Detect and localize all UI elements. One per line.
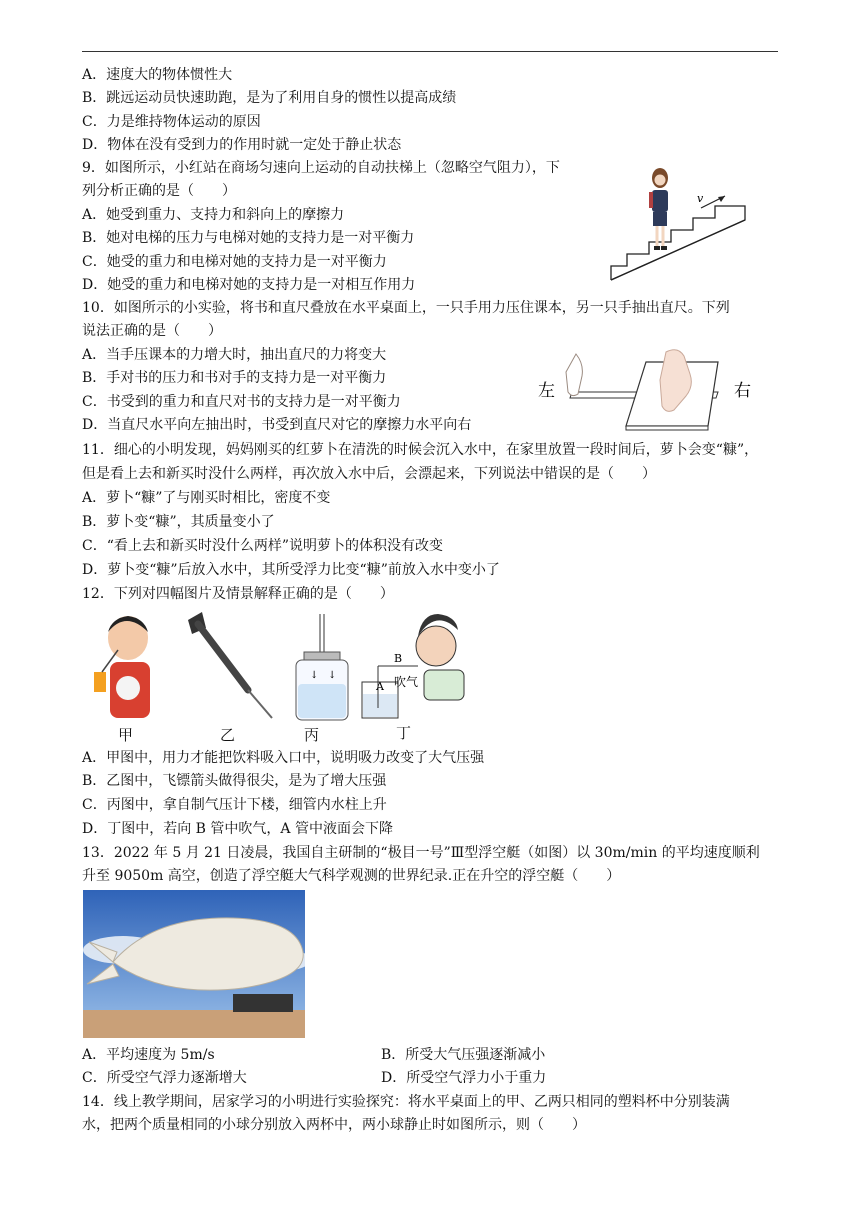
q8-option-d: D．物体在没有受到力的作用时就一定处于静止状态 [82,137,402,153]
q12-option-a: A．甲图中，用力才能把饮料吸入口中，说明吸力改变了大气压强 [82,750,485,766]
barometer-figure [292,612,352,724]
q11-option-b: B．萝卜变“糠”，其质量变小了 [82,514,275,530]
q12-stem: 12．下列对四幅图片及情景解释正确的是（ ） [82,586,394,602]
q12-option-d: D．丁图中，若向 B 管中吹气，A 管中液面会下降 [82,821,393,837]
q11-option-c: C．“看上去和新买时没什么两样”说明萝卜的体积没有改变 [82,538,444,554]
q12-option-b: B．乙图中，飞镖箭头做得很尖，是为了增大压强 [82,773,387,789]
dart-figure [184,610,278,722]
q11-stem-line2: 但是看上去和新买时没什么两样，再次放入水中后，会漂起来，下列说法中错误的是（ ） [82,466,656,482]
q9-option-d: D．她受的重力和电梯对她的支持力是一对相互作用力 [82,277,416,293]
q13-option-d: D．所受空气浮力小于重力 [381,1070,547,1086]
q14-stem-line1: 14．线上教学期间，居家学习的小明进行实验探究：将水平桌面上的甲、乙两只相同的塑料杯中分别装满 [82,1094,730,1110]
right-label: 右 [734,381,751,401]
q10-option-b: B．手对书的压力和书对手的支持力是一对平衡力 [82,370,387,386]
airship-photo [83,890,305,1038]
q11-option-a: A．萝卜“糠”了与刚买时相比，密度不变 [82,490,331,506]
tube-b-label: B [394,652,403,665]
blow-tube-figure [358,612,466,724]
q8-option-a: A．速度大的物体惯性大 [82,67,233,83]
q13-option-a: A．平均速度为 5m/s [82,1047,215,1063]
q8-option-c: C．力是维持物体运动的原因 [82,114,261,130]
q14-stem-line2: 水，把两个质量相同的小球分别放入两杯中，两小球静止时如图所示，则（ ） [82,1117,586,1133]
q8-option-b: B．跳远运动员快速助跑，是为了利用自身的惯性以提高成绩 [82,90,457,106]
blow-label: 吹气 [394,675,419,689]
q9-option-a: A．她受到重力、支持力和斜向上的摩擦力 [82,207,345,223]
q12-option-c: C．丙图中，拿自制气压计下楼，细管内水柱上升 [82,797,387,813]
q10-option-a: A．当手压课本的力增大时，抽出直尺的力将变大 [82,347,387,363]
svg-text:↓: ↓ [310,670,319,681]
q10-stem-line1: 10．如图所示的小实验，将书和直尺叠放在水平桌面上，一只手用力压住课本，另一只手抽出直尺。下列 [82,300,730,316]
q10-option-d: D．当直尺水平向左抽出时，书受到直尺对它的摩擦力水平向右 [82,417,472,433]
q13-stem-line1: 13．2022 年 5 月 21 日凌晨，我国自主研制的“极目一号”Ⅲ型浮空艇（如图）以 30m/min 的平均速度顺利 [82,845,760,861]
q13-option-c: C．所受空气浮力逐渐增大 [82,1070,247,1086]
caption-ding: 丁 [396,724,412,742]
svg-text:↓: ↓ [328,670,337,681]
q9-option-b: B．她对电梯的压力与电梯对她的支持力是一对平衡力 [82,230,415,246]
q11-stem-line1: 11．细心的小明发现，妈妈刚买的红萝卜在清洗的时候会沉入水中，在家里放置一段时间后，萝卜会变“糠”， [82,442,759,458]
q10-option-c: C．书受到的重力和直尺对书的支持力是一对平衡力 [82,394,401,410]
q9-option-c: C．她受的重力和电梯对她的支持力是一对平衡力 [82,254,387,270]
caption-jia: 甲 [118,726,134,744]
q9-stem-line1: 9．如图所示，小红站在商场匀速向上运动的自动扶梯上（忽略空气阻力），下 [82,160,560,176]
q13-option-b: B．所受大气压强逐渐减小 [381,1047,546,1063]
caption-bing: 丙 [304,726,320,744]
q9-stem-line2: 列分析正确的是（ ） [82,183,236,199]
book-ruler-figure [536,340,766,434]
header-rule [82,51,778,52]
left-label: 左 [538,381,555,401]
q11-option-d: D．萝卜变“糠”后放入水中，其所受浮力比变“糠”前放入水中变小了 [82,562,500,578]
velocity-label: v [697,192,704,205]
tube-a-label: A [376,680,384,693]
boy-drinking-figure [88,610,166,722]
q13-stem-line2: 升至 9050m 高空，创造了浮空艇大气科学观测的世界纪录.正在升空的浮空艇（ ） [82,868,621,884]
q10-stem-line2: 说法正确的是（ ） [82,323,222,339]
caption-yi: 乙 [220,726,236,744]
escalator-figure [605,158,755,286]
